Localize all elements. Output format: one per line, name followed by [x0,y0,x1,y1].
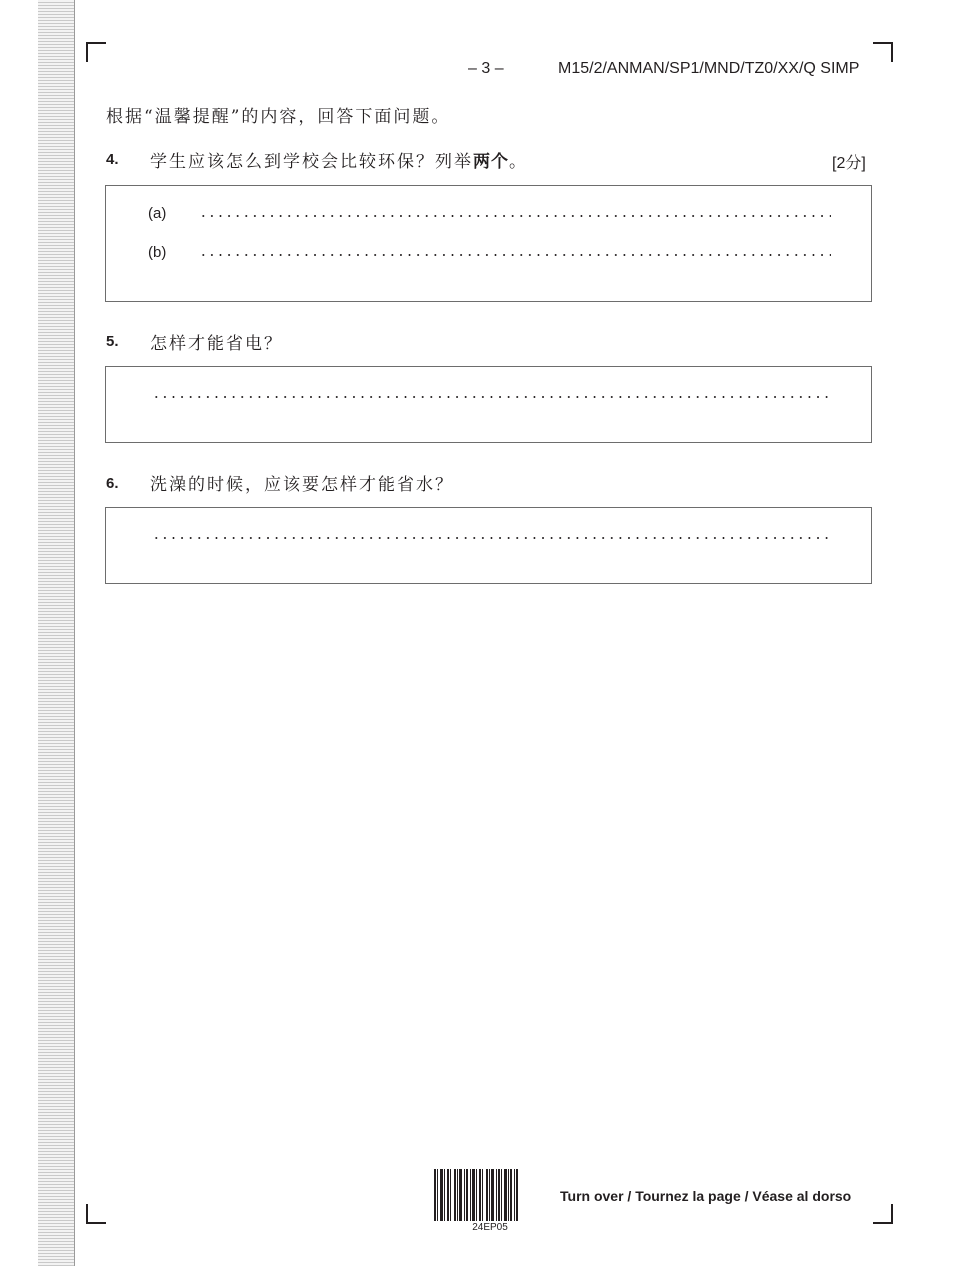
question-4-text: 学生应该怎么到学校会比较环保？列举两个。 [150,152,528,172]
question-6-number: 6. [106,475,119,492]
question-5-number: 5. [106,333,119,350]
paper-code: M15/2/ANMAN/SP1/MND/TZ0/XX/Q SIMP [558,60,860,77]
question-6-answer-box[interactable] [105,507,872,584]
answer-b-label: (b) [148,244,167,261]
answer-a-line[interactable] [199,215,831,217]
crop-mark-top-left [86,42,106,62]
binding-strip [38,0,75,1266]
answer-a-label: (a) [148,205,167,222]
question-4-marks: [2分] [832,155,866,172]
question-4-emphasis: 两个 [473,152,509,172]
answer-5-line[interactable] [152,396,832,398]
question-4-number: 4. [106,151,119,168]
barcode-text: 24EP05 [472,1222,508,1233]
turn-over-text: Turn over / Tournez la page / Véase al dorso [560,1188,852,1204]
barcode-bars [434,1169,546,1221]
question-4-answer-box[interactable] [105,185,872,302]
question-5-answer-box[interactable] [105,366,872,443]
crop-mark-top-right [873,42,893,62]
answer-b-line[interactable] [199,254,831,256]
instruction-text: 根据“温馨提醒”的内容，回答下面问题。 [106,107,451,127]
answer-6-line[interactable] [152,537,832,539]
question-5-text: 怎样才能省电？ [150,334,283,354]
crop-mark-bottom-right [873,1204,893,1224]
barcode [434,1169,546,1233]
question-6-text: 洗澡的时候，应该要怎样才能省水？ [150,475,454,495]
page-number: – 3 – [468,60,504,77]
crop-mark-bottom-left [86,1204,106,1224]
